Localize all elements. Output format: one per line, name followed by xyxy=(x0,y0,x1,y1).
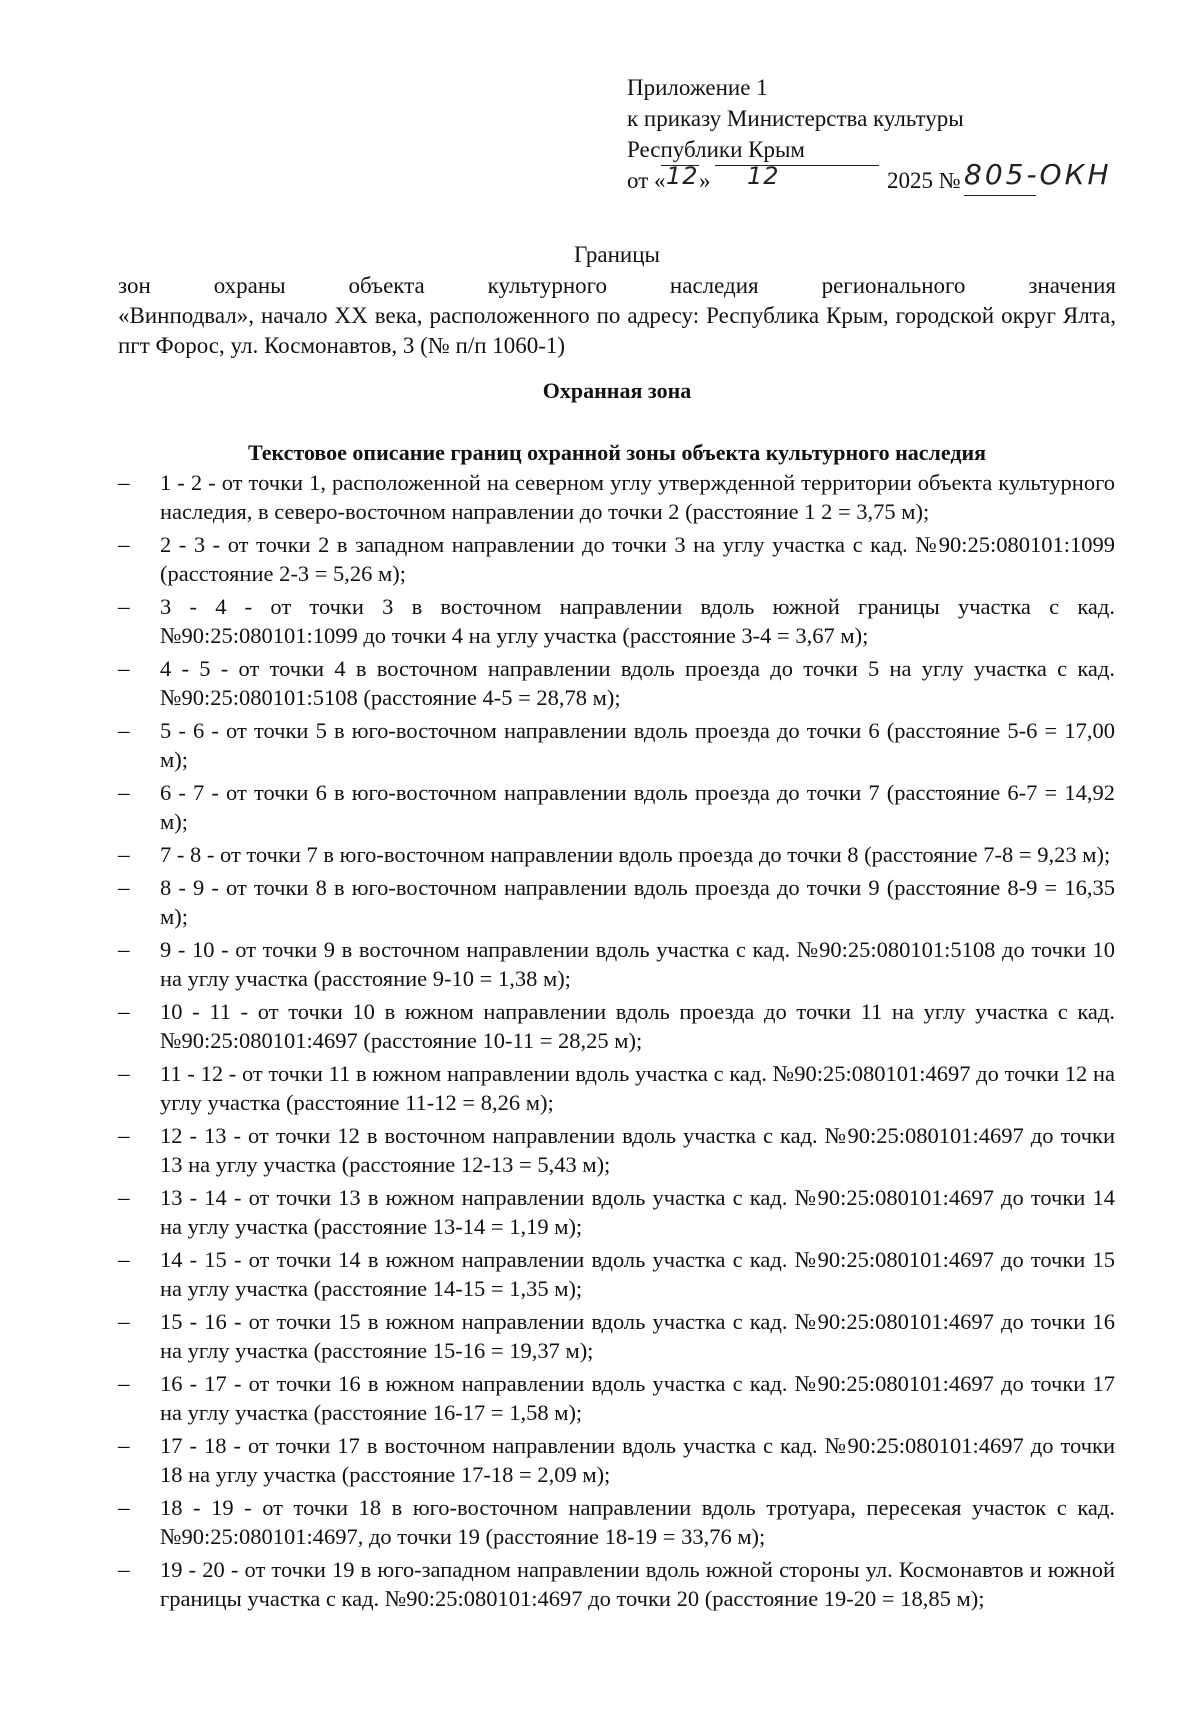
boundary-description-list xyxy=(0,468,1200,1617)
list-item-text: 9 - 10 - от точки 9 в восточном направлении вдоль участка с кад. №90:25:080101:5108 до точки 10 на углу участка (расстояние 9-10 = 1,38 м); xyxy=(160,937,1115,991)
list-item xyxy=(0,1369,1200,1427)
list-item-text: 3 - 4 - от точки 3 в восточном направлении вдоль южной границы участка с кад. №90:25:080101:1099 до точки 4 на углу участка (расстояние 3-4 = 3,67 м); xyxy=(160,594,1115,648)
list-bullet: – xyxy=(118,1557,130,1582)
list-item-text: 18 - 19 - от точки 18 в юго-восточном направлении вдоль тротуара, пересекая участок с кад. №90:25:080101:4697, до точки 19 (расстояние 18-19 = 33,76 м); xyxy=(160,1495,1115,1549)
list-item-text: 11 - 12 - от точки 11 в южном направлении вдоль участка с кад. №90:25:080101:4697 до точки 12 на углу участка (расстояние 11-12 = 8,26 м); xyxy=(160,1061,1115,1115)
list-item-text: 10 - 11 - от точки 10 в южном направлении вдоль проезда до точки 11 на углу участка с кад. №90:25:080101:4697 (расстояние 10-11 = 28,25 м); xyxy=(160,999,1115,1053)
list-bullet: – xyxy=(118,1123,130,1148)
document-title: Границы xyxy=(574,242,660,267)
appendix-line-1: Приложение 1 xyxy=(627,75,768,100)
list-item xyxy=(0,935,1200,993)
document-title-block xyxy=(118,240,1116,361)
appendix-header xyxy=(627,72,1147,199)
list-item xyxy=(0,997,1200,1055)
subtitle-rest: «Винподвал», начало XX века, расположенного по адресу: Республика Крым, городской округ Ялта, пгт Форос, ул. Космонавтов, 3 (№ п/п 1060-1) xyxy=(118,303,1116,358)
list-item xyxy=(0,1431,1200,1489)
list-item-text: 14 - 15 - от точки 14 в южном направлении вдоль участка с кад. №90:25:080101:4697 до точки 15 на углу участка (расстояние 14-15 = 1,35 м); xyxy=(160,1247,1115,1301)
list-item xyxy=(0,840,1200,869)
document-subtitle xyxy=(118,271,1116,361)
list-bullet: – xyxy=(118,1247,130,1272)
order-date-number-line xyxy=(627,158,1147,199)
subtitle-first-line: зон охраны объекта культурного наследия регионального значения xyxy=(118,273,1116,298)
list-item xyxy=(0,592,1200,650)
list-item-text: 16 - 17 - от точки 16 в южном направлении вдоль участка с кад. №90:25:080101:4697 до точки 17 на углу участка (расстояние 16-17 = 1,58 м); xyxy=(160,1371,1115,1425)
list-bullet: – xyxy=(118,1061,130,1086)
list-bullet: – xyxy=(118,718,130,743)
handwritten-order-month: 12 xyxy=(747,162,780,190)
list-bullet: – xyxy=(118,1371,130,1396)
list-item xyxy=(0,873,1200,931)
list-bullet: – xyxy=(118,780,130,805)
list-item xyxy=(0,1245,1200,1303)
list-item xyxy=(0,1121,1200,1179)
list-item xyxy=(0,1493,1200,1551)
list-item-text: 7 - 8 - от точки 7 в юго-восточном направлении вдоль проезда до точки 8 (расстояние 7-8 = 9,23 м); xyxy=(160,842,1111,867)
list-item-text: 17 - 18 - от точки 17 в восточном направлении вдоль участка с кад. №90:25:080101:4697 до точки 18 на углу участка (расстояние 17-18 = 2,09 м); xyxy=(160,1433,1115,1487)
list-bullet: – xyxy=(118,1433,130,1458)
list-item-text: 5 - 6 - от точки 5 в юго-восточном направлении вдоль проезда до точки 6 (расстояние 5-6 = 17,00 м); xyxy=(160,718,1115,772)
list-item-text: 19 - 20 - от точки 19 в юго-западном направлении вдоль южной стороны ул. Космонавтов и южной границы участка с кад. №90:25:080101:4697 до точки 20 (расстояние 19-20 = 18,85 м); xyxy=(160,1557,1115,1611)
list-item xyxy=(0,530,1200,588)
appendix-line-3: Республики Крым xyxy=(627,137,805,162)
list-item-text: 4 - 5 - от точки 4 в восточном направлении вдоль проезда до точки 5 на углу участка с кад. №90:25:080101:5108 (расстояние 4-5 = 28,78 м); xyxy=(160,656,1115,710)
number-underline xyxy=(964,195,1036,196)
day-underline xyxy=(661,165,699,166)
list-bullet: – xyxy=(118,842,130,867)
list-item xyxy=(0,1307,1200,1365)
month-underline xyxy=(715,165,879,166)
handwritten-order-number: 805-ОКН xyxy=(964,158,1112,191)
list-bullet: – xyxy=(118,999,130,1024)
list-item xyxy=(0,468,1200,526)
list-item-text: 2 - 3 - от точки 2 в западном направлении до точки 3 на углу участка с кад. №90:25:080101:1099 (расстояние 2-3 = 5,26 м); xyxy=(160,532,1115,586)
list-item-text: 12 - 13 - от точки 12 в восточном направлении вдоль участка с кад. №90:25:080101:4697 до точки 13 на углу участка (расстояние 12-13 = 5,43 м); xyxy=(160,1123,1115,1177)
list-item-text: 6 - 7 - от точки 6 в юго-восточном направлении вдоль проезда до точки 7 (расстояние 6-7 = 14,92 м); xyxy=(160,780,1115,834)
list-bullet: – xyxy=(118,594,130,619)
list-bullet: – xyxy=(118,1309,130,1334)
appendix-line-2: к приказу Министерства культуры xyxy=(627,106,964,131)
list-item xyxy=(0,1555,1200,1613)
section-heading: Охранная зона xyxy=(542,378,692,403)
list-item xyxy=(0,654,1200,712)
list-item-text: 1 - 2 - от точки 1, расположенной на северном углу утвержденной территории объекта культурного наследия, в северо-восточном направлении до точки 2 (расстояние 1 2 = 3,75 м); xyxy=(160,470,1115,524)
order-year-number-label: 2025 № xyxy=(887,168,961,193)
order-prefix: от « xyxy=(627,168,666,193)
list-bullet: – xyxy=(118,470,130,495)
list-bullet: – xyxy=(118,875,130,900)
handwritten-order-day: 12 xyxy=(666,162,699,190)
list-item xyxy=(0,716,1200,774)
list-bullet: – xyxy=(118,1495,130,1520)
list-item xyxy=(0,1183,1200,1241)
list-bullet: – xyxy=(118,532,130,557)
list-item-text: 13 - 14 - от точки 13 в южном направлении вдоль участка с кад. №90:25:080101:4697 до точки 14 на углу участка (расстояние 13-14 = 1,19 м); xyxy=(160,1185,1115,1239)
list-item-text: 15 - 16 - от точки 15 в южном направлении вдоль участка с кад. №90:25:080101:4697 до точки 16 на углу участка (расстояние 15-16 = 19,37 м); xyxy=(160,1309,1115,1363)
list-bullet: – xyxy=(118,937,130,962)
subsection-heading: Текстовое описание границ охранной зоны объекта культурного наследия xyxy=(247,440,987,465)
list-bullet: – xyxy=(118,656,130,681)
list-bullet: – xyxy=(118,1185,130,1210)
list-item xyxy=(0,1059,1200,1117)
order-day-close: » xyxy=(699,168,711,193)
list-item-text: 8 - 9 - от точки 8 в юго-восточном направлении вдоль проезда до точки 9 (расстояние 8-9 = 16,35 м); xyxy=(160,875,1115,929)
list-item xyxy=(0,778,1200,836)
